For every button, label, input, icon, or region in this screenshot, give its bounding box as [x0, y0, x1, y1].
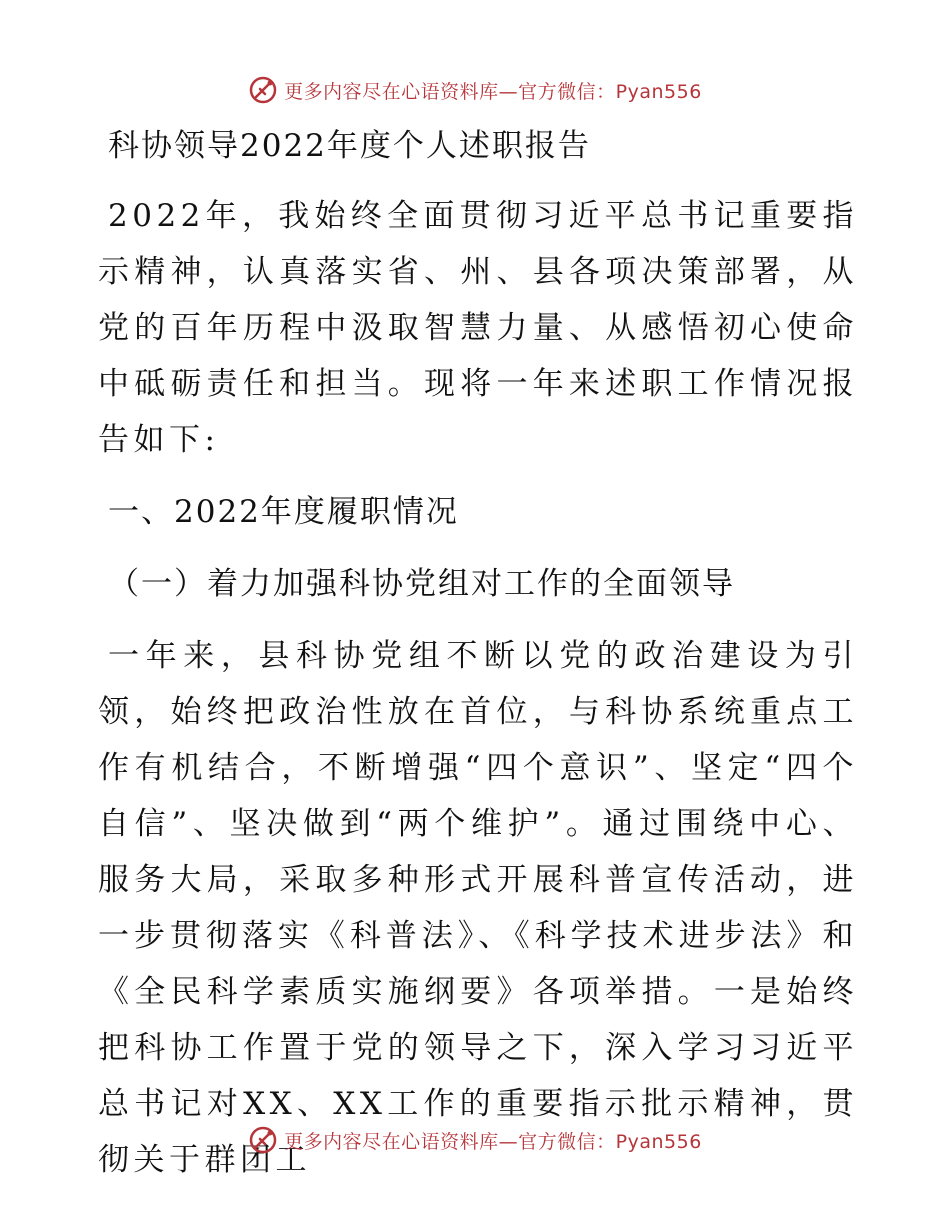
document-body — [98, 118, 858, 1204]
header-watermark-banner — [0, 70, 950, 110]
feather-pen-logo-icon — [248, 1125, 278, 1155]
subsection-heading: （一）着力加强科协党组对工作的全面领导 — [108, 566, 735, 602]
document-title: 科协领导2022年度个人述职报告 — [108, 128, 591, 164]
intro-paragraph: 2022年，我始终全面贯彻习近平总书记重要指示精神，认真落实省、州、县各项决策部署，从党的百年历程中汲取智慧力量、从感悟初心使命中砥砺责任和担当。现将一年来述职工作情况报告如下: — [98, 198, 858, 458]
header-watermark-text: 更多内容尽在心语资料库—官方微信：Pyan556 — [284, 80, 702, 103]
footer-watermark-banner — [0, 1120, 950, 1160]
feather-pen-logo-icon — [248, 75, 278, 105]
footer-watermark-text: 更多内容尽在心语资料库—官方微信：Pyan556 — [284, 1130, 702, 1153]
body-paragraph: 一年来，县科协党组不断以党的政治建设为引领，始终把政治性放在首位，与科协系统重点工作有机结合，不断增强“四个意识”、坚定“四个自信”、坚决做到“两个维护”。通过围绕中心、服务大局，采取多种形式开展科普宣传活动，进一步贯彻落实《科普法》、《科学技术进步法》和《全民科学素质实施纲要》各项举措。一是始终把科协工作置于党的领导之下，深入学习习近平总书记对XX、XX工作的重要指示批示精神，贯彻关于群团工 — [98, 638, 858, 1178]
section-heading: 一、2022年度履职情况 — [108, 494, 459, 530]
